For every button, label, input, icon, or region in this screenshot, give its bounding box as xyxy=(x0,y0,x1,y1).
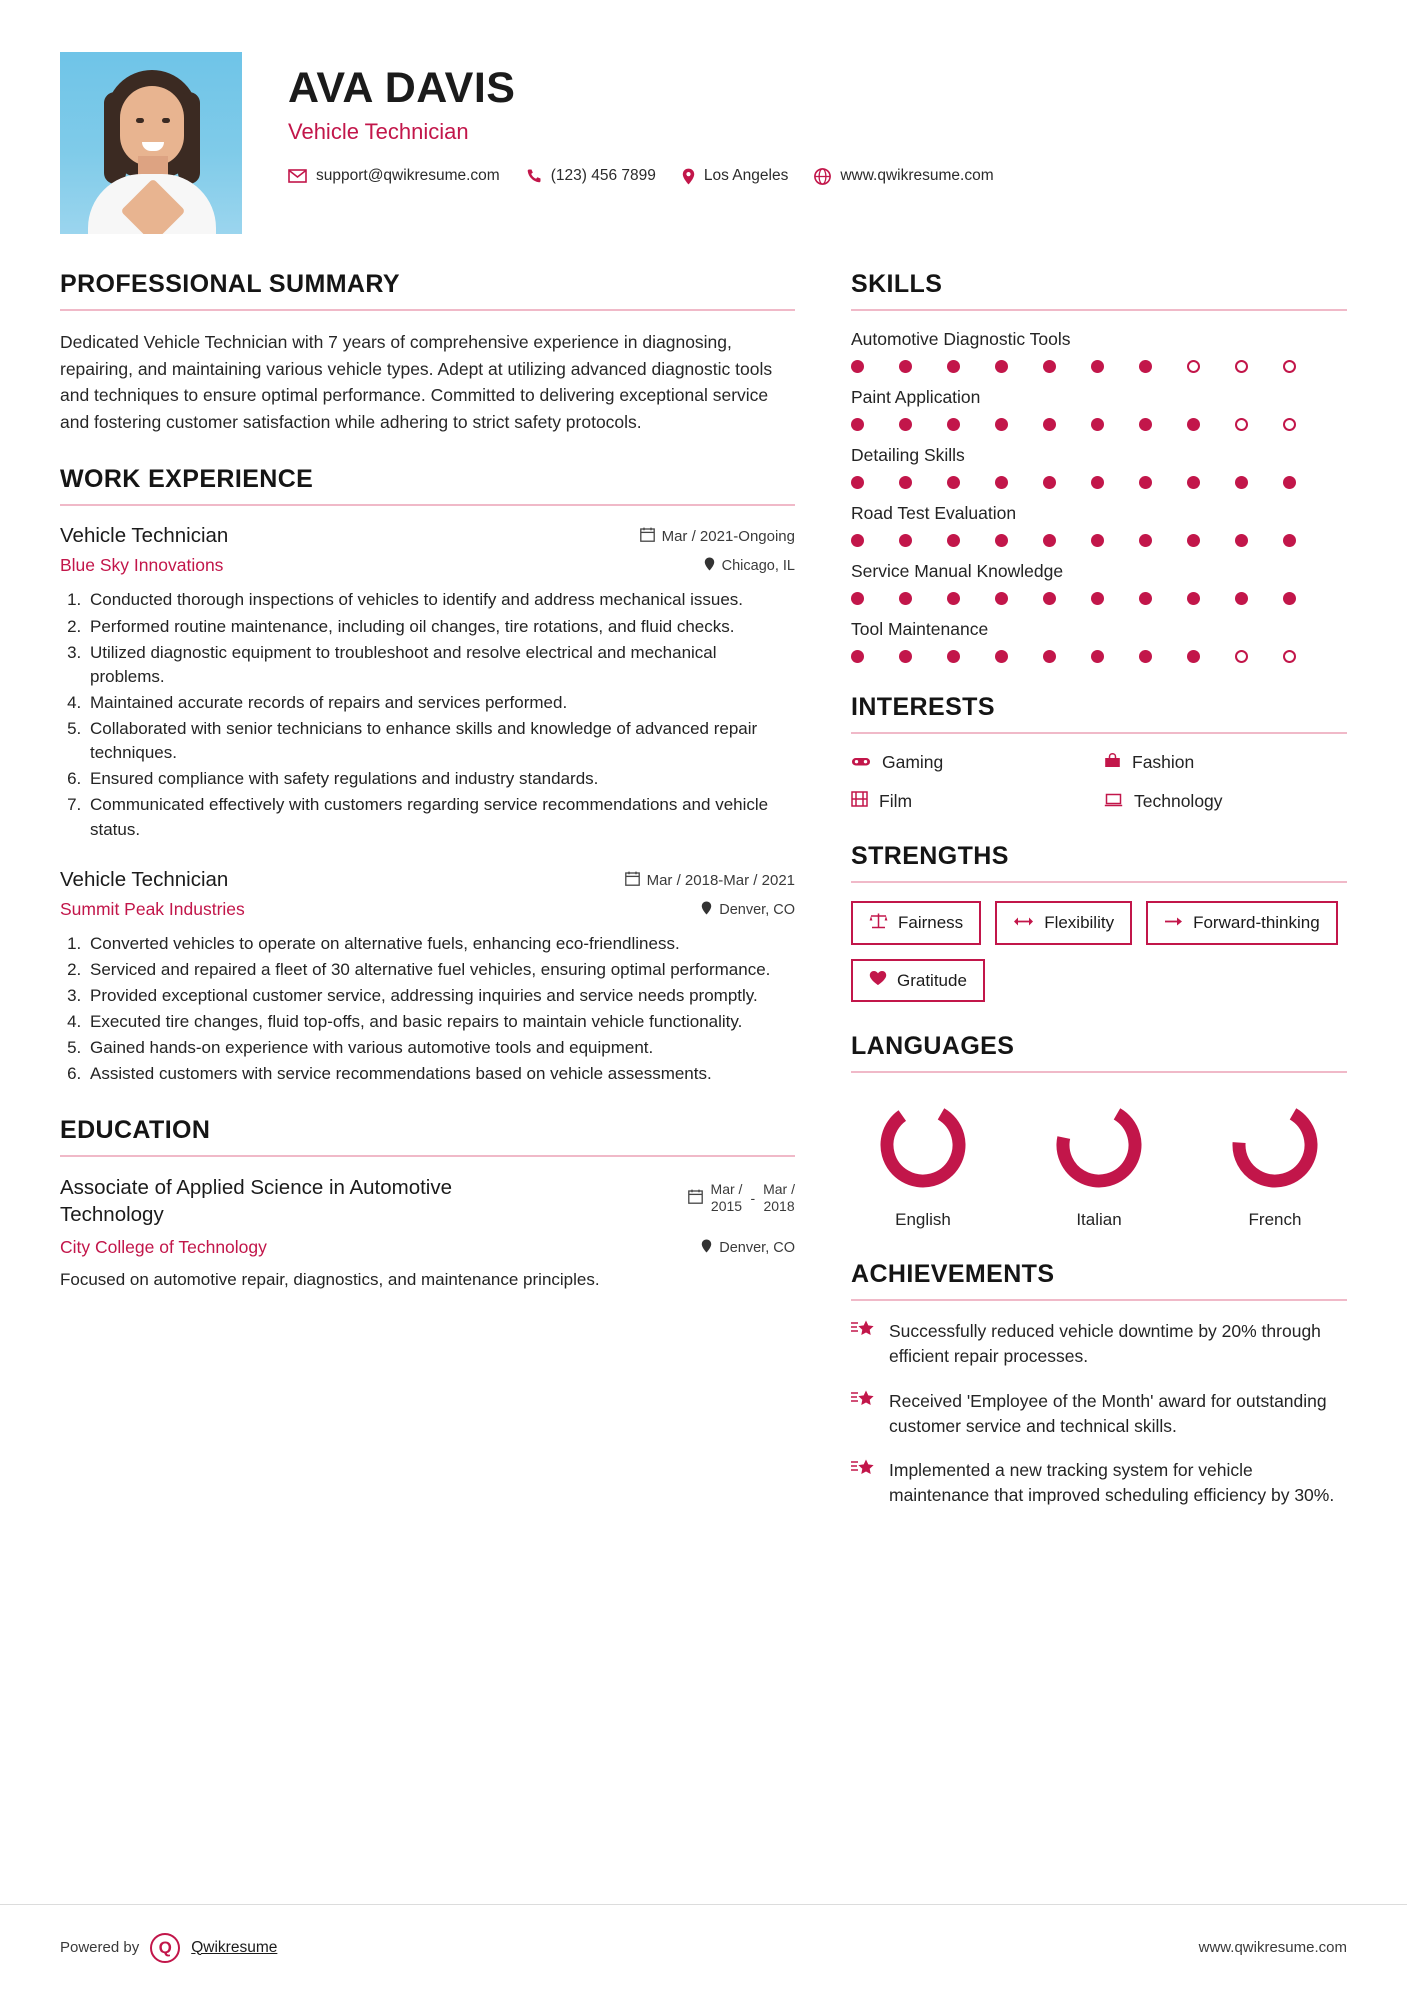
section-title-education: EDUCATION xyxy=(60,1116,211,1145)
work-dates-text: Mar / 2021-Ongoing xyxy=(661,528,795,546)
interest-item xyxy=(851,752,1094,773)
language-label: Italian xyxy=(1076,1210,1122,1229)
right-column xyxy=(851,270,1347,1538)
contact-phone[interactable] xyxy=(526,167,656,185)
section-work-experience xyxy=(60,465,795,1086)
location-pin-icon xyxy=(704,557,715,575)
section-strengths xyxy=(851,842,1347,1002)
skill-label: Tool Maintenance xyxy=(851,619,989,639)
globe-icon xyxy=(814,168,831,185)
avatar xyxy=(60,52,242,234)
interest-item xyxy=(851,791,1094,812)
page-footer xyxy=(0,1904,1407,1990)
work-dates xyxy=(625,871,795,890)
laptop-icon xyxy=(1104,791,1123,812)
work-dates xyxy=(640,527,795,546)
list-item: 2. Performed routine maintenance, including oil changes, tire rotations, and fluid checks. xyxy=(86,615,795,639)
star-badge-icon xyxy=(851,1458,875,1508)
education-location xyxy=(701,1239,795,1257)
divider xyxy=(851,309,1347,311)
section-title-interests: INTERESTS xyxy=(851,693,995,721)
language-item xyxy=(863,1097,983,1230)
education-date-separator: - xyxy=(750,1190,756,1207)
list-item: 6. Assisted customers with service recommendations based on vehicle assessments. xyxy=(86,1062,795,1086)
contact-location[interactable] xyxy=(682,167,788,185)
section-title-languages: LANGUAGES xyxy=(851,1032,1015,1060)
skill-label: Paint Application xyxy=(851,387,981,407)
strength-label: Forward-thinking xyxy=(1193,913,1320,932)
skill-row xyxy=(851,619,1347,663)
location-pin-icon xyxy=(682,168,695,185)
skill-rating xyxy=(851,534,1347,547)
work-bullets xyxy=(86,588,795,841)
skill-row xyxy=(851,503,1347,547)
work-location-text: Chicago, IL xyxy=(721,558,795,575)
work-location-text: Denver, CO xyxy=(719,901,795,918)
list-item: 1. Conducted thorough inspections of vehicles to identify and address mechanical issues. xyxy=(86,588,795,612)
list-item: 3. Provided exceptional customer service, addressing inquiries and service needs promptly. xyxy=(86,984,795,1008)
skill-rating xyxy=(851,360,1347,373)
language-progress-ring xyxy=(1051,1097,1147,1193)
work-dates-text: Mar / 2018-Mar / 2021 xyxy=(646,871,795,889)
education-dates xyxy=(688,1175,795,1215)
education-start-year: 2015 xyxy=(710,1198,743,1215)
strength-chip xyxy=(851,959,985,1002)
divider xyxy=(851,1071,1347,1073)
interest-label: Technology xyxy=(1134,791,1223,811)
strength-label: Flexibility xyxy=(1044,913,1115,932)
achievement-item xyxy=(851,1389,1347,1439)
section-title-skills: SKILLS xyxy=(851,270,943,298)
interest-item xyxy=(1104,791,1347,812)
list-item: 2. Serviced and repaired a fleet of 30 alternative fuel vehicles, ensuring optimal performance. xyxy=(86,958,795,982)
strength-chip xyxy=(1146,901,1338,945)
skill-label: Service Manual Knowledge xyxy=(851,561,1064,581)
language-label: English xyxy=(895,1210,951,1229)
job-title: Vehicle Technician xyxy=(288,119,469,145)
location-pin-icon xyxy=(701,901,712,919)
list-item: 4. Executed tire changes, fluid top-offs, and basic repairs to maintain vehicle functionality. xyxy=(86,1010,795,1034)
contact-website-text: www.qwikresume.com xyxy=(840,167,994,185)
language-progress-ring xyxy=(875,1097,971,1193)
section-interests xyxy=(851,693,1347,812)
education-end-year: 2018 xyxy=(763,1198,795,1215)
education-start-month: Mar / xyxy=(710,1181,743,1198)
work-role: Vehicle Technician xyxy=(60,524,229,548)
divider xyxy=(60,504,795,506)
skill-rating xyxy=(851,418,1347,431)
skill-row xyxy=(851,561,1347,605)
list-item: 5. Gained hands-on experience with various automotive tools and equipment. xyxy=(86,1036,795,1060)
language-item xyxy=(1215,1097,1335,1230)
skill-label: Detailing Skills xyxy=(851,445,965,465)
page-title: AVA DAVIS xyxy=(288,64,516,112)
interest-item xyxy=(1104,752,1347,773)
list-item: 5. Collaborated with senior technicians to enhance skills and knowledge of advanced repair techniques. xyxy=(86,717,795,765)
section-professional-summary xyxy=(60,270,795,435)
achievement-text: Received 'Employee of the Month' award for outstanding customer service and technical skills. xyxy=(889,1390,1327,1436)
powered-by-label: Powered by xyxy=(60,1939,140,1956)
powered-by xyxy=(60,1933,277,1963)
section-education xyxy=(60,1116,795,1292)
footer-website[interactable]: www.qwikresume.com xyxy=(1198,1939,1347,1956)
interest-label: Film xyxy=(879,791,913,811)
calendar-icon xyxy=(688,1189,703,1207)
handbag-icon xyxy=(1104,752,1121,773)
skill-rating xyxy=(851,476,1347,489)
contact-phone-text: (123) 456 7899 xyxy=(550,167,656,185)
interest-label: Gaming xyxy=(882,752,944,772)
phone-icon xyxy=(526,168,542,184)
list-item: 3. Utilized diagnostic equipment to troubleshoot and resolve electrical and mechanical problems. xyxy=(86,641,795,689)
education-degree: Associate of Applied Science in Automotive Technology xyxy=(60,1176,453,1227)
star-badge-icon xyxy=(851,1389,875,1439)
section-title-summary: PROFESSIONAL SUMMARY xyxy=(60,270,400,298)
skill-rating xyxy=(851,650,1347,663)
divider xyxy=(60,1155,795,1157)
contact-location-text: Los Angeles xyxy=(703,167,789,185)
skill-row xyxy=(851,329,1347,373)
education-school: City College of Technology xyxy=(60,1236,267,1257)
work-entry xyxy=(60,524,795,841)
strength-label: Gratitude xyxy=(897,970,967,990)
arrows-horizontal-icon xyxy=(1013,913,1034,933)
gamepad-icon xyxy=(851,752,871,773)
education-description: Focused on automotive repair, diagnostics, and maintenance principles. xyxy=(60,1269,600,1289)
film-icon xyxy=(851,791,868,812)
location-pin-icon xyxy=(701,1239,712,1257)
section-title-strengths: STRENGTHS xyxy=(851,842,1009,870)
achievement-text: Implemented a new tracking system for vehicle maintenance that improved scheduling efficiency by 30%. xyxy=(889,1460,1335,1506)
calendar-icon xyxy=(625,871,640,890)
work-bullets xyxy=(86,932,795,1087)
divider xyxy=(60,309,795,311)
heart-icon xyxy=(869,970,887,991)
work-entry xyxy=(60,868,795,1087)
language-progress-ring xyxy=(1227,1097,1323,1193)
contact-email[interactable] xyxy=(288,167,500,185)
work-location xyxy=(704,557,795,575)
education-end-month: Mar / xyxy=(763,1181,795,1198)
strength-chip xyxy=(851,901,981,945)
achievement-item xyxy=(851,1458,1347,1508)
left-column xyxy=(60,270,795,1538)
divider xyxy=(851,1299,1347,1301)
qwikresume-logo-icon: Q xyxy=(150,1933,180,1963)
work-company: Summit Peak Industries xyxy=(60,898,245,919)
contact-email-text: support@qwikresume.com xyxy=(316,167,500,185)
work-location xyxy=(701,901,795,919)
skill-label: Automotive Diagnostic Tools xyxy=(851,329,1071,349)
work-role: Vehicle Technician xyxy=(60,867,229,891)
section-title-work: WORK EXPERIENCE xyxy=(60,465,314,494)
list-item: 6. Ensured compliance with safety regulations and industry standards. xyxy=(86,767,795,791)
strength-label: Fairness xyxy=(898,913,964,932)
calendar-icon xyxy=(640,527,655,546)
section-skills xyxy=(851,270,1347,663)
arrow-right-icon xyxy=(1164,913,1183,933)
language-item xyxy=(1039,1097,1159,1230)
qwikresume-brand-link[interactable]: Qwikresume xyxy=(191,1938,278,1956)
divider xyxy=(851,732,1347,734)
achievement-text: Successfully reduced vehicle downtime by 20% through efficient repair processes. xyxy=(889,1321,1321,1366)
scales-icon xyxy=(869,912,888,934)
contact-row xyxy=(288,167,1347,185)
achievement-item xyxy=(851,1319,1347,1369)
contact-website[interactable] xyxy=(814,167,993,185)
list-item: 1. Converted vehicles to operate on alternative fuels, enhancing eco-friendliness. xyxy=(86,932,795,956)
summary-text: Dedicated Vehicle Technician with 7 years of comprehensive experience in diagnosing, repairing, and maintaining various vehicle types. Adept at utilizing advanced diagnostic tools and techniques to ensure optimal performance. Committed to delivering exceptional service and fostering customer satisfaction while adhering to strict safety protocols. xyxy=(60,332,773,432)
list-item: 4. Maintained accurate records of repairs and services performed. xyxy=(86,691,795,715)
interest-label: Fashion xyxy=(1132,752,1195,772)
list-item: 7. Communicated effectively with customers regarding service recommendations and vehicle status. xyxy=(86,793,795,841)
strength-chip xyxy=(995,901,1132,945)
resume-header xyxy=(0,0,1407,234)
section-languages xyxy=(851,1032,1347,1230)
skill-row xyxy=(851,445,1347,489)
divider xyxy=(851,881,1347,883)
star-badge-icon xyxy=(851,1319,875,1369)
skill-row xyxy=(851,387,1347,431)
language-label: French xyxy=(1248,1210,1302,1229)
work-company: Blue Sky Innovations xyxy=(60,555,224,576)
skill-label: Road Test Evaluation xyxy=(851,503,1017,523)
skill-rating xyxy=(851,592,1347,605)
section-achievements xyxy=(851,1260,1347,1508)
education-location-text: Denver, CO xyxy=(719,1239,795,1256)
section-title-achievements: ACHIEVEMENTS xyxy=(851,1260,1055,1288)
envelope-icon xyxy=(288,169,307,183)
